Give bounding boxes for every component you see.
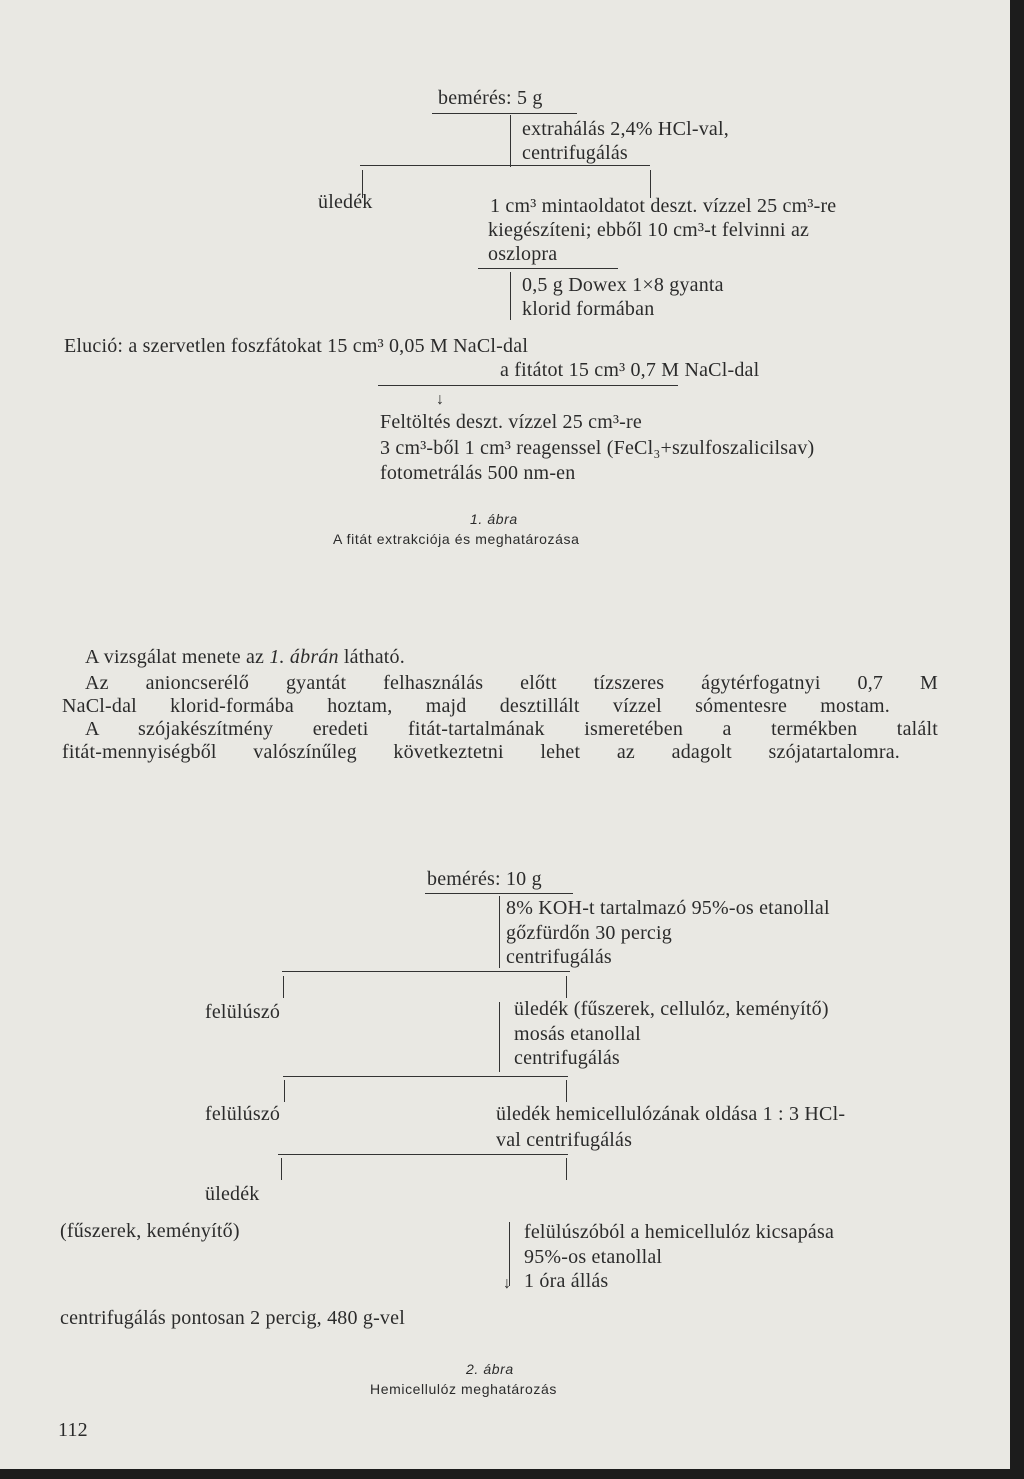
fig1-split-line xyxy=(360,165,650,166)
fig2-caption-title: Hemicellulóz meghatározás xyxy=(370,1381,557,1397)
fig2-branch-left-3 xyxy=(281,1158,282,1180)
fig2-wash-connector xyxy=(499,1002,500,1072)
fig2-sediment-line1: üledék (fűszerek, cellulóz, keményítő) xyxy=(514,998,829,1020)
fig1-connector xyxy=(510,115,511,167)
fig1-elution-line xyxy=(378,385,678,386)
fig2-hemicellulose-line2: val centrifugálás xyxy=(496,1129,633,1151)
fig2-weighing: bemérés: 10 g xyxy=(427,868,542,890)
fig1-caption-title: A fitát extrakciója és meghatározása xyxy=(333,531,580,547)
fig2-supernatant-1: felülúszó xyxy=(205,1001,281,1023)
body-line-1: A vizsgálat menete az 1. ábrán látható. xyxy=(85,646,405,668)
fig2-caption-number: 2. ábra xyxy=(466,1361,514,1377)
fig1-weighing: bemérés: 5 g xyxy=(438,87,543,109)
fig1-extraction-line2: centrifugálás xyxy=(522,142,628,164)
fig2-connector xyxy=(499,896,500,968)
fig2-hemicellulose-line1: üledék hemicellulózának oldása 1 : 3 HCl- xyxy=(496,1103,846,1125)
fig2-koh-line1: 8% KOH-t tartalmazó 95%-os etanollal xyxy=(506,897,830,919)
fig2-split-line-3 xyxy=(278,1154,568,1155)
fig2-underline xyxy=(425,893,573,894)
fig1-sample-line3: oszlopra xyxy=(488,243,558,265)
fig2-split-line-1 xyxy=(282,971,570,972)
body-line-2: Az anioncserélő gyantát felhasználás előtt tízszeres ágytérfogatnyi 0,7 M xyxy=(85,672,938,694)
fig2-final-centrifuge: centrifugálás pontosan 2 percig, 480 g-vel xyxy=(60,1307,405,1329)
fig1-underline xyxy=(432,113,577,114)
fig1-fill-line2: 3 cm³-ből 1 cm³ reagenssel (FeCl₃+szulfoszalicilsav) xyxy=(380,437,815,459)
body-line-3: NaCl-dal klorid-formába hoztam, majd desztillált vízzel sómentesre mostam. xyxy=(62,695,890,717)
fig1-sample-line1: 1 cm³ mintaoldatot deszt. vízzel 25 cm³-re xyxy=(490,195,837,217)
fig2-supernatant-2: felülúszó xyxy=(205,1103,281,1125)
fig2-split-line-2 xyxy=(283,1076,568,1077)
fig2-spices-starch: (fűszerek, keményítő) xyxy=(60,1220,240,1242)
fig1-caption-number: 1. ábra xyxy=(470,511,518,527)
fig1-column-line xyxy=(478,268,618,269)
scan-edge-bottom xyxy=(0,1469,1024,1479)
fig2-sediment-line3: centrifugálás xyxy=(514,1047,620,1069)
fig2-koh-line3: centrifugálás xyxy=(506,946,612,968)
fig1-extraction-line1: extrahálás 2,4% HCl-val, xyxy=(522,118,729,140)
fig2-precip-line3: 1 óra állás xyxy=(524,1270,609,1292)
fig1-elution-line2: a fitátot 15 cm³ 0,7 M NaCl-dal xyxy=(500,359,760,381)
fig1-dowex-line2: klorid formában xyxy=(522,298,655,320)
body-line-5: fitát-mennyiségből valószínűleg következtetni lehet az adagolt szójatartalomra. xyxy=(62,741,900,763)
fig2-branch-left-2 xyxy=(284,1080,285,1102)
figure-reference: 1. ábrán xyxy=(269,646,339,668)
fig1-column-connector xyxy=(510,272,511,320)
fig2-down-arrow-icon: ↓ xyxy=(503,1275,511,1292)
fig2-koh-line2: gőzfürdőn 30 percig xyxy=(506,922,672,944)
fig1-elution-line1: Elució: a szervetlen foszfátokat 15 cm³ 0,05 M NaCl-dal xyxy=(64,335,529,357)
fig1-down-arrow-icon: ↓ xyxy=(436,391,444,408)
fig1-sediment: üledék xyxy=(318,191,373,213)
fig2-precip-line1: felülúszóból a hemicellulóz kicsapása xyxy=(524,1221,835,1243)
fig2-branch-right-3 xyxy=(566,1158,567,1180)
fig2-branch-left-1 xyxy=(283,976,284,998)
body-line-4: A szójakészítmény eredeti fitát-tartalmának ismeretében a termékben talált xyxy=(85,718,938,740)
scan-edge-right xyxy=(1010,0,1024,1479)
fig1-fill-line1: Feltöltés deszt. vízzel 25 cm³-re xyxy=(380,411,642,433)
fig1-sample-line2: kiegészíteni; ebből 10 cm³-t felvinni az xyxy=(488,219,810,241)
fig2-sediment-final: üledék xyxy=(205,1183,260,1205)
page-number: 112 xyxy=(58,1419,88,1441)
fig2-branch-right-1 xyxy=(566,976,567,998)
fig1-fill-line3: fotometrálás 500 nm-en xyxy=(380,462,576,484)
fig2-sediment-line2: mosás etanollal xyxy=(514,1023,641,1045)
fig1-dowex-line1: 0,5 g Dowex 1×8 gyanta xyxy=(522,274,724,296)
fig2-branch-right-2 xyxy=(566,1080,567,1102)
fig2-precip-line2: 95%-os etanollal xyxy=(524,1246,663,1268)
